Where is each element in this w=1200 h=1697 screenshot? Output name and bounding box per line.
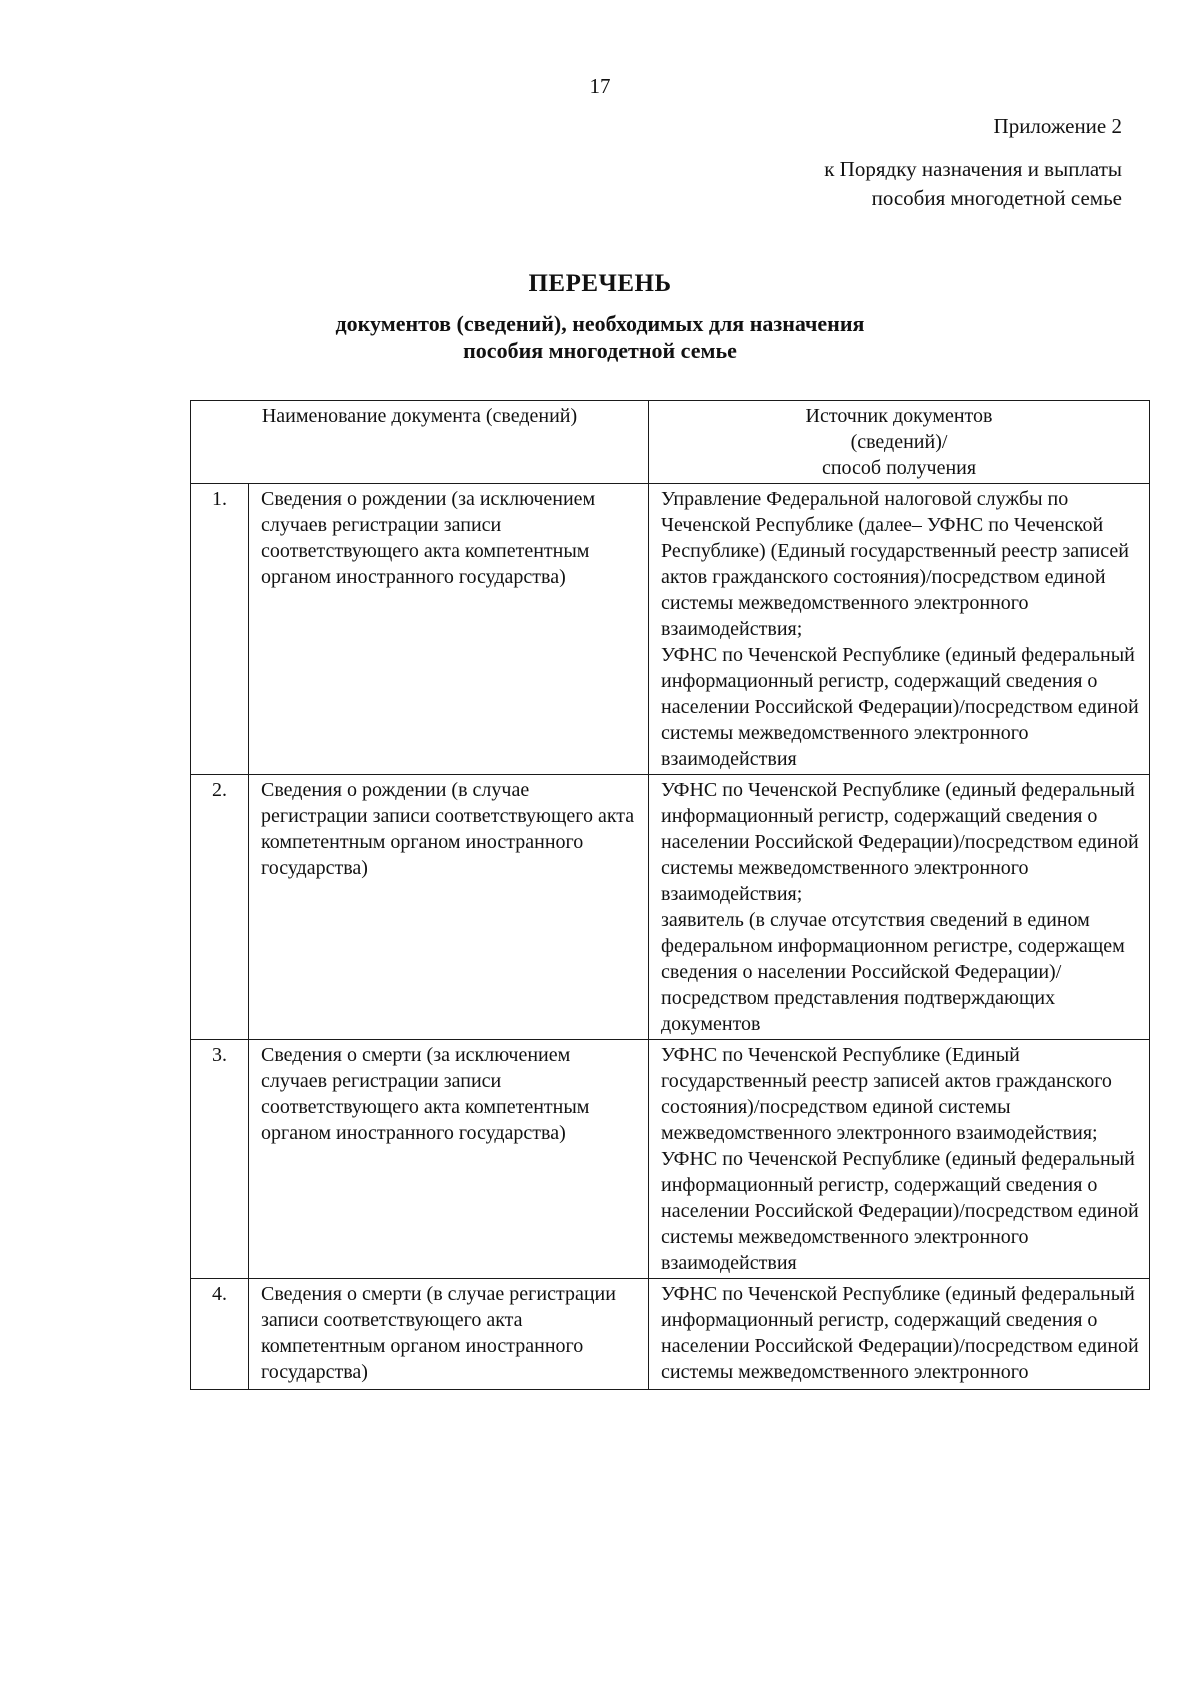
table-row — [191, 1040, 1150, 1279]
document-source-cell — [649, 484, 1150, 775]
table-row — [191, 1279, 1150, 1390]
table-row — [191, 775, 1150, 1040]
document-source-cell — [649, 775, 1150, 1040]
document-title: ПЕРЕЧЕНЬ — [528, 270, 672, 297]
header-source-line: способ получения — [821, 457, 977, 479]
source-entry: УФНС по Чеченской Республике (единый федеральный информационный регистр, содержащий сведения о населении Российской Федерации)/посредством единой системы межведомственного электронного взаимодействия — [661, 644, 1139, 770]
source-entry: УФНС по Чеченской Республике (единый федеральный информационный регистр, содержащий сведения о населении Российской Федерации)/посредством единой системы межведомственного электронного взаимодействия; — [661, 779, 1139, 905]
page-number: 17 — [589, 74, 611, 98]
annex-reference-line: к Порядку назначения и выплаты — [824, 157, 1122, 181]
header-source-line: (сведений)/ — [850, 431, 948, 453]
document-subtitle-line: документов (сведений), необходимых для назначения — [335, 311, 865, 336]
annex-reference-line: пособия многодетной семье — [871, 186, 1122, 210]
table-header-row — [191, 401, 1150, 484]
source-entry: Управление Федеральной налоговой службы по Чеченской Республике (далее– УФНС по Чеченской Республике) (Единый государственный реестр записей актов гражданского состояния)/посредством единой системы межведомственного электронного взаимодействия; — [661, 488, 1129, 640]
table-row — [191, 484, 1150, 775]
document-name-cell: Сведения о смерти (за исключением случаев регистрации записи соответствующего акта компетентным органом иностранного государства) — [249, 1040, 649, 1279]
documents-table — [190, 400, 1150, 1390]
document-name-cell: Сведения о рождении (в случае регистрации записи соответствующего акта компетентным органом иностранного государства) — [249, 775, 649, 1040]
document-subtitle-line: пособия многодетной семье — [463, 338, 737, 363]
annex-title: Приложение 2 — [993, 114, 1122, 138]
header-source-line: Источник документов — [805, 405, 993, 427]
document-source-cell — [649, 1040, 1150, 1279]
document-subtitle — [0, 310, 1200, 364]
source-entry: УФНС по Чеченской Республике (Единый государственный реестр записей актов гражданского состояния)/посредством единой системы межведомственного электронного взаимодействия; — [661, 1044, 1112, 1144]
header-document-name: Наименование документа (сведений) — [191, 401, 649, 484]
row-number: 4. — [191, 1279, 249, 1390]
row-number: 2. — [191, 775, 249, 1040]
header-source — [649, 401, 1150, 484]
row-number: 1. — [191, 484, 249, 775]
source-entry: УФНС по Чеченской Республике (единый федеральный информационный регистр, содержащий сведения о населении Российской Федерации)/посредством единой системы межведомственного электронного — [661, 1283, 1139, 1383]
document-name-cell: Сведения о рождении (за исключением случаев регистрации записи соответствующего акта компетентным органом иностранного государства) — [249, 484, 649, 775]
document-source-cell — [649, 1279, 1150, 1390]
source-entry: УФНС по Чеченской Республике (единый федеральный информационный регистр, содержащий сведения о населении Российской Федерации)/посредством единой системы межведомственного электронного взаимодействия — [661, 1148, 1139, 1274]
annex-reference — [824, 155, 1122, 213]
source-entry: заявитель (в случае отсутствия сведений в едином федеральном информационном регистре, содержащем сведения о населении Российской Федерации)/посредством представления подтверждающих документов — [661, 909, 1125, 1035]
document-name-cell: Сведения о смерти (в случае регистрации записи соответствующего акта компетентным органом иностранного государства) — [249, 1279, 649, 1390]
row-number: 3. — [191, 1040, 249, 1279]
